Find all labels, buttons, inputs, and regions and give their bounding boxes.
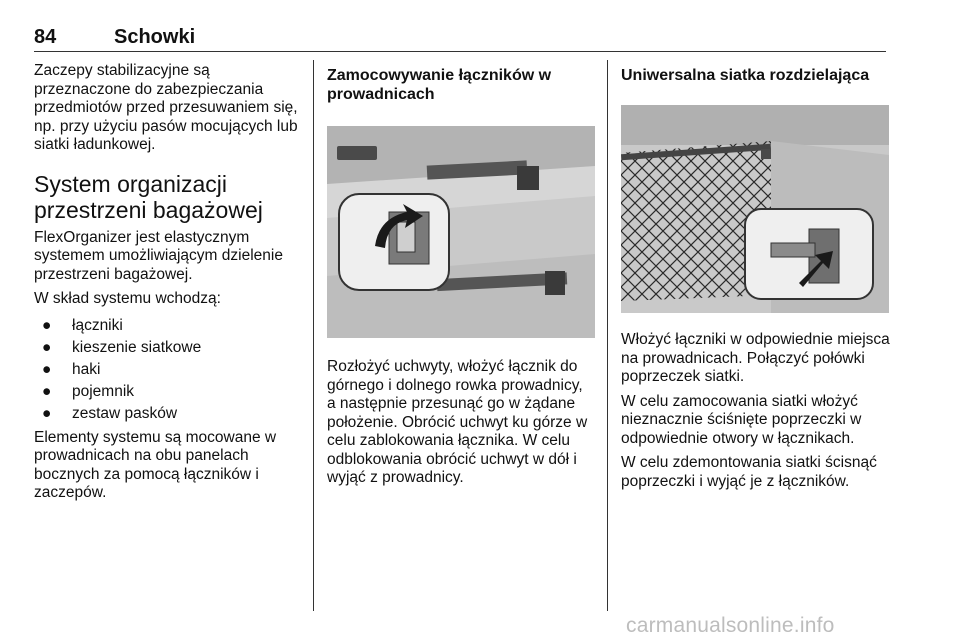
bullet-icon: ●: [42, 404, 52, 422]
bullet-icon: ●: [42, 316, 52, 334]
bullet-icon: ●: [42, 338, 52, 356]
list-item: ● łączniki: [34, 315, 302, 337]
component-list: [34, 315, 302, 425]
section-heading-net: Uniwersalna siatka rozdzielająca: [621, 67, 870, 84]
connector-icon: [337, 146, 377, 160]
column-divider-1: [313, 60, 314, 611]
connector-icon: [517, 166, 539, 190]
organizer-description: FlexOrganizer jest elastycznym systemem umożliwiającym dzielenie przestrzeni bagażowej.: [34, 228, 283, 283]
connector-rail-illustration: [327, 126, 595, 338]
header-rule: [34, 51, 886, 52]
running-title: Schowki: [114, 26, 196, 48]
list-item: ● zestaw pasków: [34, 403, 302, 425]
cargo-net-illustration: [621, 105, 889, 313]
section-heading-organizer: System organizacji przestrzeni bagażowej: [34, 170, 263, 223]
net-instructions-3: W celu zdemontowania siatki ścisnąć poprzeczki i wyjąć je z łączników.: [621, 454, 877, 490]
watermark: carmanualsonline.info: [626, 614, 835, 637]
list-item: ● haki: [34, 359, 302, 381]
section-heading-connectors: Zamocowywanie łączników w prowadnicach: [327, 67, 552, 103]
page-header: [34, 26, 886, 52]
column-divider-2: [607, 60, 608, 611]
bullet-icon: ●: [42, 382, 52, 400]
list-item: ● pojemnik: [34, 381, 302, 403]
net-instructions-2: W celu zamocowania siatki włożyć nieznacznie ściśnięte poprzeczki w odpowiednie otwory w łącznikach.: [621, 392, 862, 447]
bullet-icon: ●: [42, 360, 52, 378]
list-item: ● kieszenie siatkowe: [34, 337, 302, 359]
components-intro: W skład systemu wchodzą:: [34, 290, 221, 307]
intro-paragraph: Zaczepy stabilizacyjne są przeznaczone do zabezpieczania przedmiotów przed przesuwaniem się, np. przy użyciu pasów mocujących lub siatki ładunkowej.: [34, 62, 298, 153]
connector-instructions: Rozłożyć uchwyty, włożyć łącznik do górnego i dolnego rowka prowadnicy, a następnie przesunąć go w żądane położenie. Obrócić uchwyt ku górze w celu zablokowania łącznika. W celu odblokowania obrócić uchwyt w dół i wyjąć z prowadnicy.: [327, 358, 588, 486]
column-1: [34, 62, 302, 509]
net-instructions-1: Włożyć łączniki w odpowiednie miejsca na prowadnicach. Połączyć połówki poprzeczek siatki.: [621, 331, 890, 385]
column-2: [327, 62, 595, 494]
page-number: 84: [34, 26, 57, 48]
connector-icon: [545, 271, 565, 295]
mounting-paragraph: Elementy systemu są mocowane w prowadnicach na obu panelach bocznych za pomocą łączników i zaczepów.: [34, 428, 277, 501]
column-3: [621, 62, 891, 497]
